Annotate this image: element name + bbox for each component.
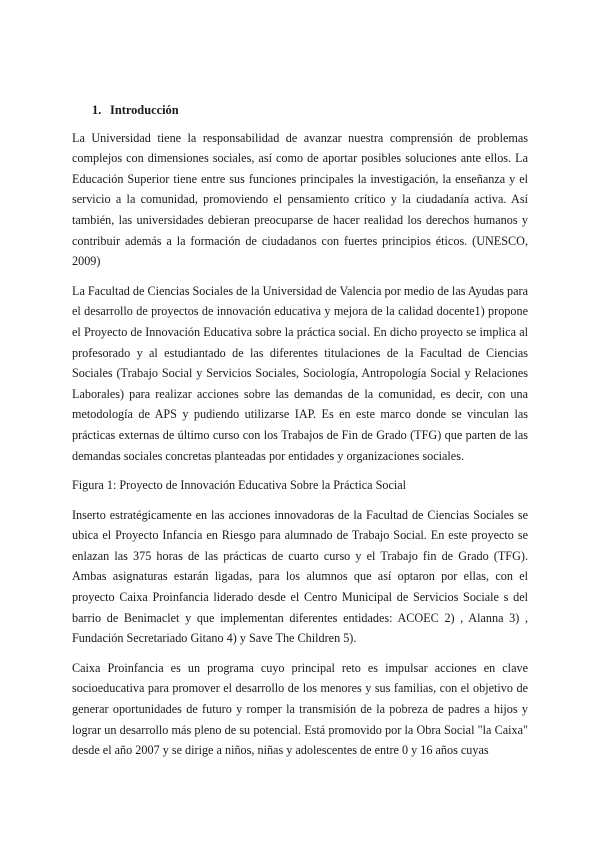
section-title: Introducción xyxy=(110,103,179,117)
paragraph-university: La Universidad tiene la responsabilidad de avanzar nuestra comprensión de problemas complejos con dimensiones sociales, así como de aportar posibles soluciones ante ellos. La Educación Superior tiene entre sus funciones principales la investigación, la enseñanza y el servicio a la comunidad, promoviendo el pensamiento crítico y la ciudadanía activa. Así también, las universidades debieran preocuparse de hacer realidad los derechos humanos y contribuir además a la formación de ciudadanos con fuertes principios éticos. (UNESCO, 2009) xyxy=(72,130,528,269)
section-heading xyxy=(92,100,528,121)
paragraph-caixa: Caixa Proinfancia es un programa cuyo principal reto es impulsar acciones en clave socioeducativa para promover el desarrollo de los menores y sus familias, con el objetivo de generar oportunidades de futuro y romper la transmisión de la pobreza de padres a hijos y lograr un desarrollo más pleno de su potencial. Está promovido por la Obra Social "la Caixa" desde el año 2007 y se dirige a niños, niñas y adolescentes de entre 0 y 16 años cuyas xyxy=(72,660,528,758)
paragraph-project: Inserto estratégicamente en las acciones innovadoras de la Facultad de Ciencias Sociales se ubica el Proyecto Infancia en Riesgo para alumnado de Trabajo Social. En este proyecto se enlazan las 375 horas de las prácticas de cuarto curso y el Trabajo fin de Grado (TFG). Ambas asignaturas estarán ligadas, para los alumnos que así optaron por ellas, con el proyecto Caixa Proinfancia liderado desde el Centro Municipal de Servicios Sociale s del barrio de Benimaclet y que implementan diferentes entidades: ACOEC 2) , Alanna 3) , Fundación Secretariado Gitano 4) y Save The Children 5). xyxy=(72,507,528,646)
document-page xyxy=(72,96,528,770)
section-number: 1. xyxy=(92,103,102,117)
figure-caption: Figura 1: Proyecto de Innovación Educativa Sobre la Práctica Social xyxy=(72,478,407,493)
paragraph-faculty: La Facultad de Ciencias Sociales de la Universidad de Valencia por medio de las Ayudas para el desarrollo de proyectos de innovación educativa y mejora de la calidad docente1) propone el Proyecto de Innovación Educativa sobre la práctica social. En dicho proyecto se implica al profesorado y al estudiantado de las diferentes titulaciones de la Facultad de Ciencias Sociales (Trabajo Social y Servicios Sociales, Sociología, Antropología Social y Relaciones Laborales) para realizar acciones sobre las demandas de la comunidad, es decir, con una metodología de APS y pudiendo utilizarse IAP. Es en este marco donde se vinculan las prácticas externas de último curso con los Trabajos de Fin de Grado (TFG) que parten de las demandas sociales concretas planteadas por entidades y organizaciones sociales. xyxy=(72,283,528,463)
